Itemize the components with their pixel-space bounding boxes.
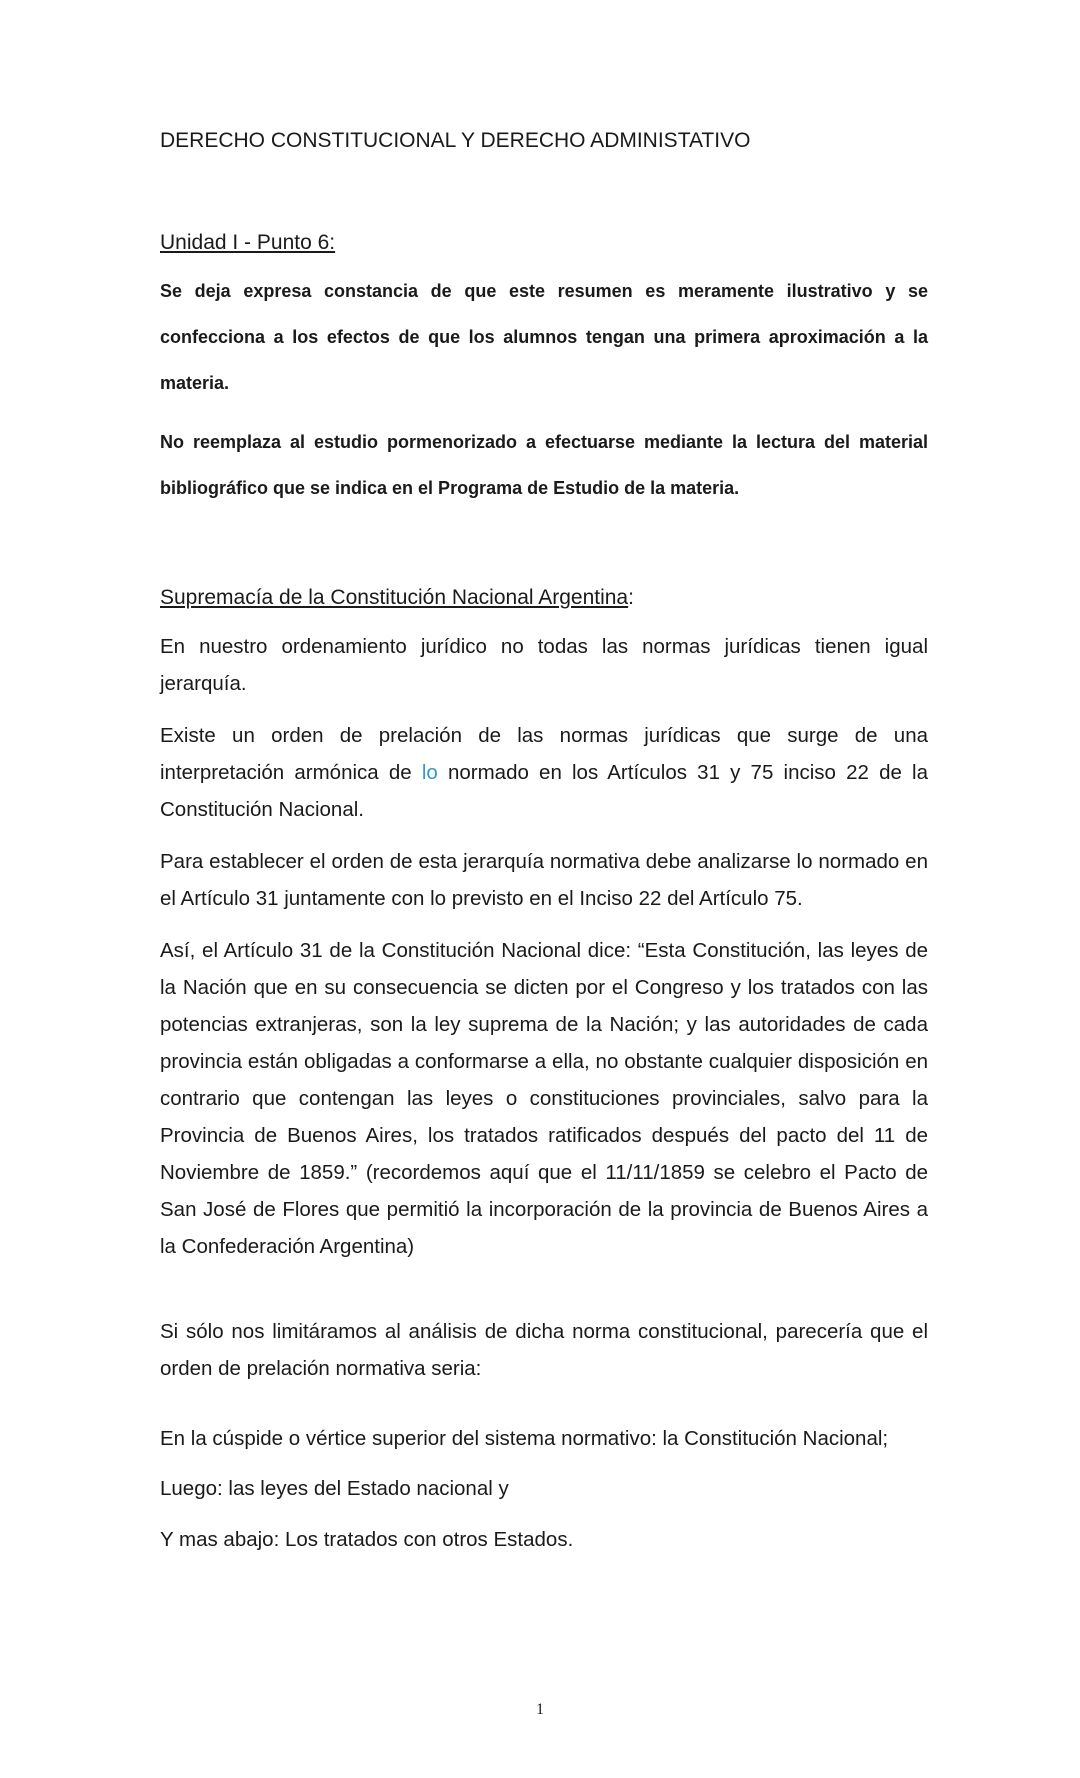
paragraph-analysis: Para establecer el orden de esta jerarquía normativa debe analizarse lo normado en el Artículo 31 juntamente con lo previsto en el Inciso 22 del Artículo 75. [160,850,928,910]
disclaimer-paragraph-2: No reemplaza al estudio pormenorizado a efectuarse mediante la lectura del material bibliográfico que se indica en el Programa de Estudio de la materia. [160,432,928,498]
paragraph-prelacion-end: normado en los Artículos 31 y 75 inciso 22 de la Constitución Nacional. [160,761,928,821]
section-heading-colon: : [628,586,634,609]
paragraph-prelacion-start: Existe un orden de prelación de las normas jurídicas que surge de una interpretación armónica de [160,724,928,784]
section-heading-text: Supremacía de la Constitución Nacional Argentina [160,586,629,609]
order-item-constitution: En la cúspide o vértice superior del sistema normativo: la Constitución Nacional; [160,1427,889,1450]
disclaimer-paragraph-1: Se deja expresa constancia de que este resumen es meramente ilustrativo y se confecciona a los efectos de que los alumnos tengan una primera aproximación a la materia. [160,281,928,393]
paragraph-hierarchy: En nuestro ordenamiento jurídico no todas las normas jurídicas tienen igual jerarquía. [160,635,928,695]
paragraph-article-31: Así, el Artículo 31 de la Constitución Nacional dice: “Esta Constitución, las leyes de la Nación que en su consecuencia se dicten por el Congreso y los tratados con las potencias extranjeras, son la ley suprema de la Nación; y las autoridades de cada provincia están obligadas a conformarse a ella, no obstante cualquier disposición en contrario que contengan las leyes o constituciones provinciales, salvo para la Provincia de Buenos Aires, los tratados ratificados después del pacto del 11 de Noviembre de 1859.” (recordemos aquí que el 11/11/1859 se celebro el Pacto de San José de Flores que permitió la incorporación de la provincia de Buenos Aires a la Confederación Argentina) [160,939,928,1258]
highlighted-word: lo [421,761,438,784]
paragraph-order: Si sólo nos limitáramos al análisis de dicha norma constitucional, parecería que el orden de prelación normativa seria: [160,1320,928,1380]
page-number: 1 [536,1701,544,1718]
document-title: DERECHO CONSTITUCIONAL Y DERECHO ADMINISTATIVO [160,129,751,152]
order-item-treaties: Y mas abajo: Los tratados con otros Estados. [160,1528,574,1551]
order-item-laws: Luego: las leyes del Estado nacional y [160,1477,509,1500]
unit-heading: Unidad I - Punto 6: [160,231,336,254]
paragraph-prelacion [160,717,928,828]
section-heading [160,584,928,612]
